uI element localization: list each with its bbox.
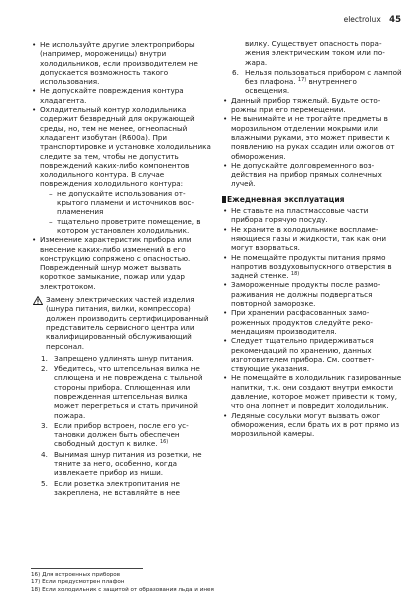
- dash-list: [40, 189, 214, 235]
- list-item: • Не вынимайте и не трогайте предметы в морозильном отделении мокрыми или влажными руками, это может привести к появлению на руках ссадин или ожогов от обморожения.: [222, 114, 402, 160]
- footnote-ref: 17): [297, 77, 307, 84]
- footnotes: [31, 568, 401, 594]
- left-column: [31, 40, 214, 497]
- safety-bullet-list: [31, 40, 214, 291]
- warning-text: Замену электрических частей изделия (шнура питания, вилки, компрессора) должен производить сертифицированный представитель сервисного центра или квалифицированный обслуживающий персонал.: [46, 295, 209, 351]
- list-item: • Не помещайте в холодильник газированные напитки, т.к. они создают внутри емкости давление, которое может привести к тому, что она лопнет и повредит холодильник.: [222, 373, 402, 410]
- list-item: • Ледяные сосульки могут вызвать ожог обморожения, если брать их в рот прямо из морозильной камеры.: [222, 411, 402, 439]
- footnote: 17) Если предусмотрен плафон: [31, 579, 125, 586]
- list-item-text: Охладительный контур холодильника содержит безвредный для окружающей среды, но, тем не менее, огнеопасный хладагент изобутан (R600a). При транспортировке и установке холодильника следите за тем, чтобы не допустить повреждений каких-либо компонентов холодильного контура. В случае повреждения холодильного контура:: [40, 105, 211, 189]
- right-column: [222, 39, 402, 438]
- list-item: • Следует тщательно придерживаться рекомендаций по хранению, данных изготовителем прибора. См. соответствующие указания.: [222, 336, 402, 373]
- brand-name: electrolux: [343, 15, 381, 24]
- dash-item: – тщательно проветрите помещение, в котором установлен холодильник.: [49, 217, 214, 236]
- section-heading: [222, 195, 402, 204]
- list-item: • Данный прибор тяжелый. Будьте осторожны при его перемещении.: [222, 96, 402, 115]
- dash-item: – не допускайте использования открытого пламени и источников воспламенения: [49, 189, 214, 217]
- page-header: [344, 15, 401, 25]
- numbered-item: 6. Нельзя пользоваться прибором с лампой без плафона. $^{17)}$ внутреннего освещения.: [232, 67, 402, 96]
- list-item: • Не используйте другие электроприборы (например, мороженицы) внутри холодильников, если производителем не допускается возможность такого использования.: [31, 40, 214, 86]
- footnote: 16) Для встроенных приборов: [31, 572, 121, 578]
- footnote-ref: 18): [290, 271, 300, 278]
- section-heading-text: Ежедневная эксплуатация: [227, 194, 345, 204]
- list-item: [31, 105, 214, 235]
- numbered-item: 5. Если розетка электропитания не закреплена, не вставляйте в нее: [41, 478, 180, 497]
- numbered-list: [31, 354, 214, 497]
- numbered-item: 4. Вынимая шнур питания из розетки, не тяните за него, особенно, когда извлекаете прибор из ниши.: [41, 449, 202, 478]
- numbered-item: 1. Запрещено удлинять шнур питания.: [41, 353, 194, 363]
- list-item: • При хранении расфасованных замороженных продуктов следуйте рекомендациям производителя.: [222, 308, 402, 336]
- safety-bullet-list-2: [222, 96, 402, 189]
- list-item: • Не допускайте повреждения контура хладагента.: [31, 86, 214, 105]
- list-item: • Замороженные продукты после размораживания не должны подвергаться повторной заморозке.: [222, 280, 402, 308]
- warning-triangle-icon: [33, 296, 43, 307]
- list-item: • Изменение характеристик прибора или внесение каких-либо изменений в его конструкцию сопряжено с опасностью. Поврежденный шнур может вызвать короткое замыкание, пожар или удар электротоком.: [31, 235, 214, 291]
- footnote-ref: 16): [159, 439, 169, 446]
- numbered-item: 2. Убедитесь, что штепсельная вилка не сплющена и не повреждена с тыльной стороны прибора. Сплющенная или поврежденная штепсельная вилка может перегреться и стать причиной пожара.: [41, 364, 203, 420]
- footnote-divider: [31, 568, 143, 569]
- warning-note: [31, 295, 214, 351]
- list-item: • Не ставьте на пластмассовые части прибора горячую посуду.: [222, 206, 402, 225]
- continued-text: вилку. Существует опасность поражения электрическим током или пожара.: [245, 39, 385, 67]
- list-item: • Не храните в холодильнике воспламеняющиеся газы и жидкости, так как они могут взорваться.: [222, 225, 402, 253]
- list-item: • Не помещайте продукты питания прямо напротив воздуховыпускного отверстия в задней стенке. $^{18)}$: [222, 253, 402, 281]
- footnote: 18) Если холодильник с защитой от образования льда и инея: [31, 586, 214, 593]
- list-item: • Не допускайте долговременного воздействия на прибор прямых солнечных лучей.: [222, 161, 402, 189]
- numbered-list-continued: [222, 68, 402, 96]
- numbered-item: 3. Если прибор встроен, после его установки должен быть обеспечен свободный доступ к вилке. $^{16)}$: [41, 420, 189, 449]
- section-marker: [222, 196, 226, 203]
- daily-use-list: [222, 206, 402, 438]
- page-number: 45: [389, 15, 401, 25]
